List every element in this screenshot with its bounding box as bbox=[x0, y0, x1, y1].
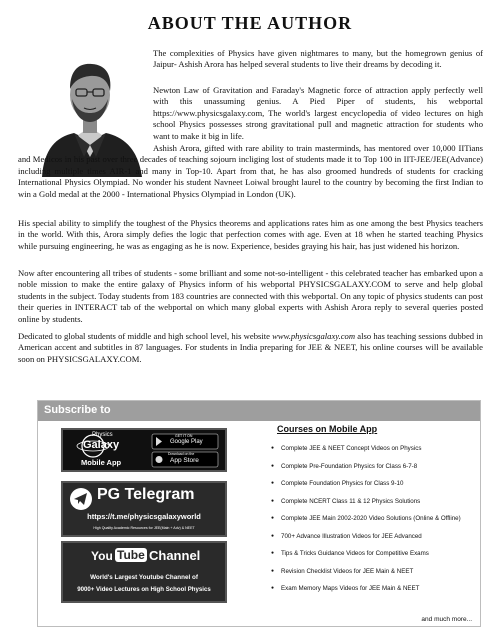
google-play-small: GET IT ON bbox=[175, 434, 193, 438]
telegram-caption: High Quality Academic Resources for JEE(Main + Adv) & NEET bbox=[93, 526, 195, 530]
course-item: ● Complete JEE Main 2002-2020 Video Solutions (Online & Offline) bbox=[271, 510, 471, 528]
youtube-line-1: World's Largest Youtube Channel of bbox=[90, 574, 198, 581]
more-courses-text: and much more... bbox=[421, 616, 472, 623]
mission-paragraph: Now after encountering all tribes of students - some brilliant and some not-so-intelligent - this celebrated teacher has embarked upon a noble mission to make the entire galaxy of Physics inform of his webportal PHYSICSGALAXY.COM to serve and help global students in the subject. Today students from 183 countries are connected with this webportal. On any topic of physics students can post their queries in INTERACT tab of the webportal on which many global experts with Ashish Arora reply to several queries posted online by students. bbox=[18, 268, 483, 324]
courses-title: Courses on Mobile App bbox=[277, 424, 378, 434]
website-paragraph bbox=[18, 331, 483, 365]
telegram-icon bbox=[69, 487, 93, 511]
course-item: ● Complete NCERT Class 11 & 12 Physics Solutions bbox=[271, 493, 471, 511]
app-store-small: Download on the bbox=[168, 452, 195, 456]
app-store-button[interactable]: App Store bbox=[170, 457, 199, 464]
course-item: ● 700+ Advance Illustration Videos for JEE Advanced bbox=[271, 528, 471, 546]
telegram-banner[interactable] bbox=[61, 481, 227, 537]
mobile-logo-top: Physics bbox=[92, 432, 113, 438]
subscribe-header bbox=[38, 401, 480, 421]
youtube-logo-tube: Tube bbox=[117, 548, 145, 562]
course-item: ● Exam Memory Maps Videos for JEE Main & NEET bbox=[271, 580, 471, 598]
mobile-app-banner[interactable] bbox=[61, 428, 227, 472]
youtube-line-2: 9000+ Video Lectures on High School Physics bbox=[77, 586, 211, 593]
newton-paragraph: Newton Law of Gravitation and Faraday's Magnetic force of attraction apply perfectly well with this unassuming genius. A Pied Piper of students, his webportal https://www.physicsgalaxy.com, The world's largest encyclopedia of video lectures on high school Physics possesses strong gravitational pull and magnetic attraction for students who want to make it big in life. bbox=[153, 85, 483, 141]
telegram-title: PG Telegram bbox=[97, 486, 195, 503]
course-item: ● Complete Foundation Physics for Class 9-10 bbox=[271, 475, 471, 493]
mobile-logo-main: Galaxy bbox=[83, 439, 120, 451]
page-title: ABOUT THE AUTHOR bbox=[147, 13, 353, 33]
apple-icon bbox=[156, 456, 163, 463]
youtube-banner[interactable] bbox=[61, 541, 227, 603]
course-item: ● Tips & Tricks Guidance Videos for Competitive Exams bbox=[271, 545, 471, 563]
course-item: ● Revision Checklist Videos for JEE Main & NEET bbox=[271, 563, 471, 581]
website-text-a: Dedicated to global students of middle and high school level, his website bbox=[18, 331, 273, 341]
mentoring-paragraph: Ashish Arora, gifted with rare ability to train masterminds, has mentored over 10,000 IITians and Medicos in his past over three decades of teaching sojourn incliging lost of students made it to Top 100 in IIT-JEE/JEE(Advance) including multiple times AIR-1 and many in Top-10. Apart from that, he has also groomed hundreds of students for cracking International Physics Olympiad. No wonder his student Navneet Loiwal brought laurel to the country by becoming the first Indian to win a Gold medal at the 2000 - International Physics Olympiad in London (UK). bbox=[18, 143, 483, 199]
website-text-b: also has teaching sessions dubbed in American accent and subtitles in 87 languages. For students in India preparing for JEE & NEET, his online courses will be available soon on PHYSICSGALAXY.COM. bbox=[18, 331, 483, 364]
website-link[interactable]: www.physicsgalaxy.com bbox=[272, 331, 356, 341]
course-item: ● Complete JEE & NEET Concept Videos on Physics bbox=[271, 440, 471, 458]
mobile-app-label: Mobile App bbox=[81, 458, 122, 467]
subscribe-box bbox=[37, 400, 481, 627]
youtube-logo-you: You bbox=[91, 549, 113, 563]
courses-list bbox=[271, 424, 471, 624]
intro-paragraph: The complexities of Physics have given nightmares to many, but the homegrown genius of Jaipur- Ashish Arora has helped several students to live their dreams by decoding it. bbox=[153, 48, 483, 70]
course-item: ● Complete Pre-Foundation Physics for Class 6-7-8 bbox=[271, 458, 471, 476]
google-play-button[interactable]: Google Play bbox=[170, 439, 203, 445]
telegram-url[interactable]: https://t.me/physicsgalaxyworld bbox=[87, 512, 201, 521]
subscribe-title: Subscribe to bbox=[44, 404, 111, 416]
youtube-channel-label: Channel bbox=[149, 548, 201, 563]
ability-paragraph: His special ability to simplify the toughest of the Physics theorems and applications rates him as one among the best Physics teachers in the world. With this, Arora simply defies the logic that perfection comes with age. Even at 18 when he started teaching Physics while pursuing engineering, he was as engaging as he is now. Experience, besides graying his hair, has just widened his horizon. bbox=[18, 218, 483, 251]
